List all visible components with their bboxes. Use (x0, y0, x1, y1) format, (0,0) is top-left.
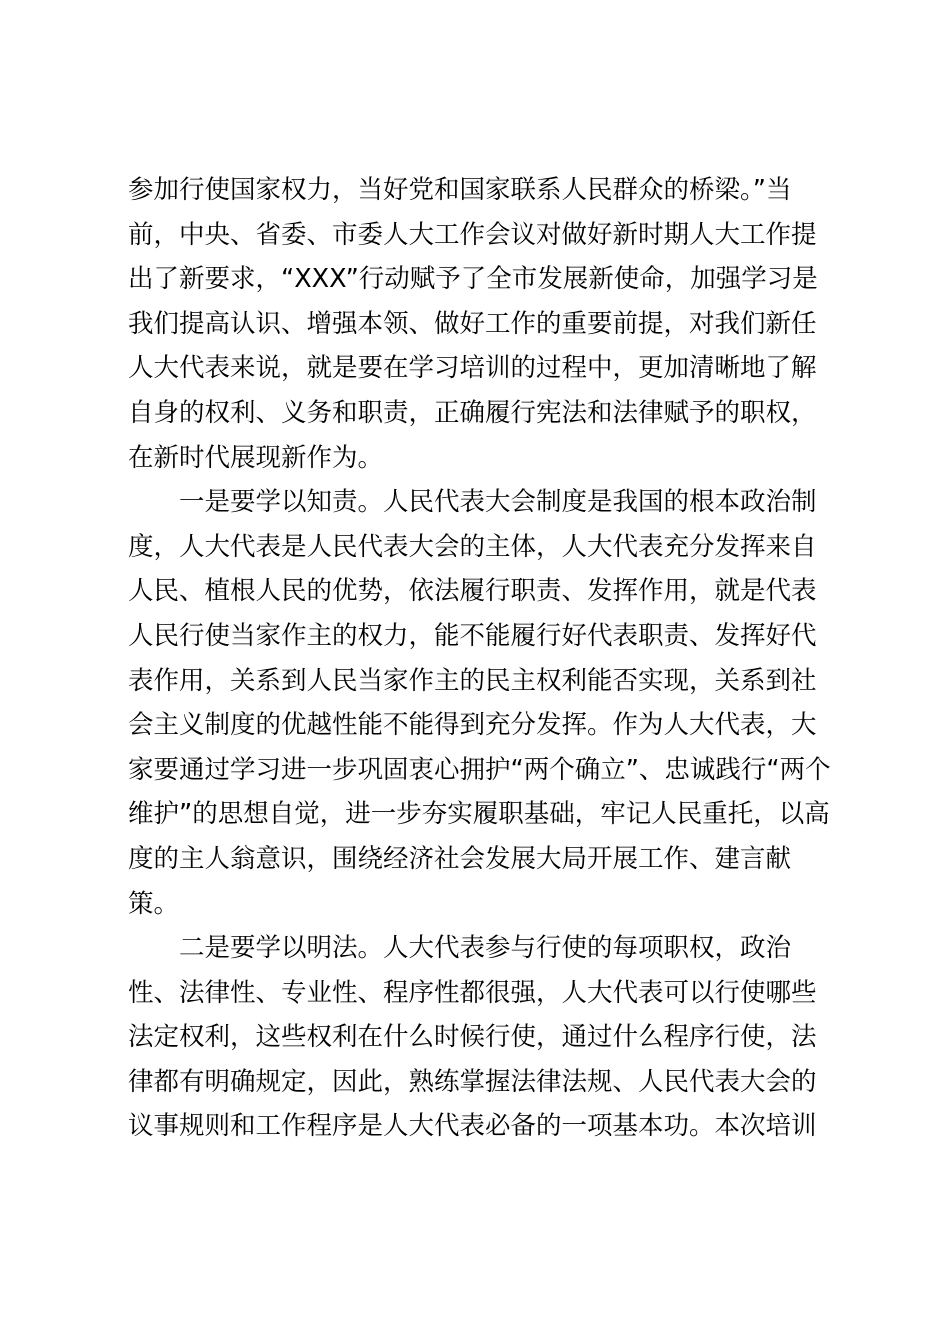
paragraph-learn-law (128, 926, 828, 1149)
text-line: 法定权利，这些权利在什么时候行使，通过什么程序行使，法 (128, 1022, 817, 1053)
text-line: 律都有明确规定，因此，熟练掌握法律法规、人民代表大会的 (128, 1066, 817, 1097)
text-line: 出了新要求，“XXX”行动赋予了全市发展新使命，加强学习是 (128, 264, 818, 295)
text-line: 议事规则和工作程序是人大代表必备的一项基本功。本次培训 (128, 1111, 817, 1142)
text-line: 度的主人翁意识，围绕经济社会发展大局开展工作、建言献 (128, 843, 792, 874)
text-line: 自身的权利、义务和职责，正确履行宪法和法律赋予的职权， (128, 397, 817, 428)
text-line: 二是要学以明法。人大代表参与行使的每项职权，政治 (128, 933, 792, 964)
text-line: 参加行使国家权力，当好党和国家联系人民群众的桥梁。”当 (128, 175, 792, 205)
text-line: 策。 (128, 888, 180, 919)
text-line: 前，中央、省委、市委人大工作会议对做好新时期人大工作提 (128, 219, 817, 250)
text-line: 度，人大代表是人民代表大会的主体，人大代表充分发挥来自 (128, 531, 817, 562)
text-line: 人民、植根人民的优势，依法履行职责、发挥作用，就是代表 (128, 576, 817, 607)
text-line: 人民行使当家作主的权力，能不能履行好代表职责、发挥好代 (128, 620, 817, 651)
text-line: 性、法律性、专业性、程序性都很强，人大代表可以行使哪些 (128, 977, 817, 1008)
text-line: 在新时代展现新作为。 (128, 442, 384, 473)
text-line: 表作用，关系到人民当家作主的民主权利能否实现，关系到社 (128, 665, 817, 696)
text-line: 人大代表来说，就是要在学习培训的过程中，更加清晰地了解 (128, 353, 817, 384)
paragraph-learn-duty (128, 480, 831, 926)
text-line: 维护”的思想自觉，进一步夯实履职基础，牢记人民重托，以高 (128, 799, 830, 830)
document-body (128, 168, 831, 1149)
text-line: 家要通过学习进一步巩固衷心拥护“两个确立”、忠诚践行“两个 (128, 754, 831, 785)
text-line: 一是要学以知责。人民代表大会制度是我国的根本政治制 (128, 487, 817, 518)
text-line: 会主义制度的优越性能不能得到充分发挥。作为人大代表，大 (128, 710, 817, 741)
text-line: 我们提高认识、增强本领、做好工作的重要前提，对我们新任 (128, 308, 817, 339)
paragraph-continuation (128, 168, 828, 480)
